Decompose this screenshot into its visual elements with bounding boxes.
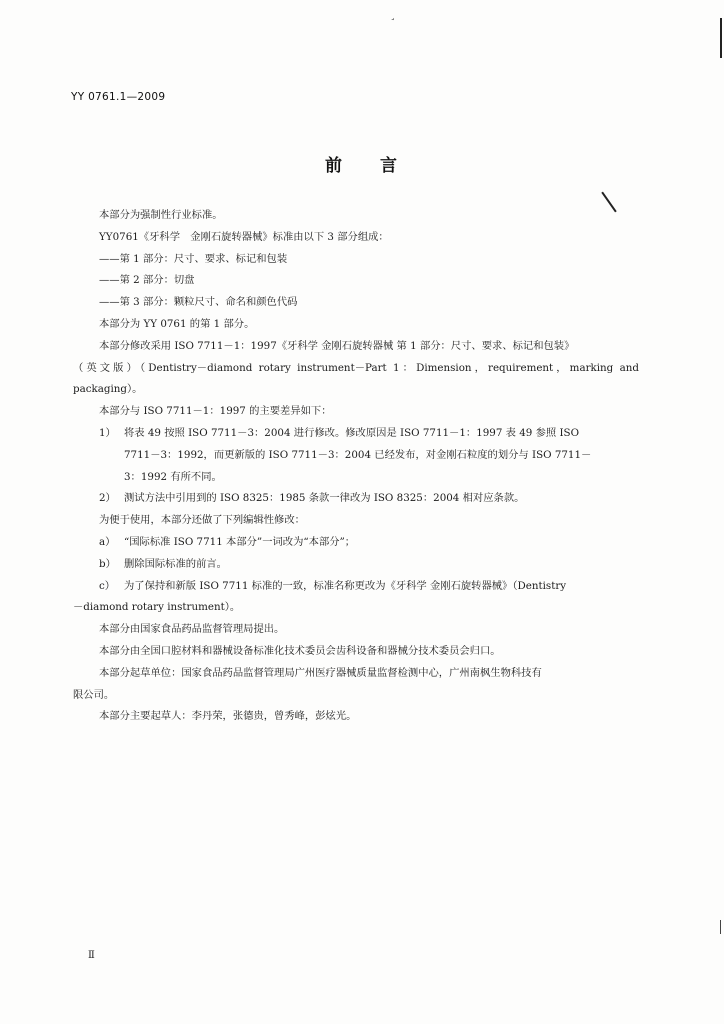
paragraph: 本部分由全国口腔材料和器械设备标准化技术委员会齿科设备和器械分技术委员会归口。 [99,644,501,657]
item-text: 删除国际标准的前言。 [124,557,227,570]
paragraph: 为便于使用，本部分还做了下列编辑性修改： [99,514,305,527]
part-list-item: ——第 2 部分：切盘 [99,274,195,287]
paragraph: 本部分为强制性行业标准。 [99,209,223,221]
title-char: 前 [325,156,344,176]
foreword-body [73,205,639,728]
item-text: “国际标准 ISO 7711 本部分”一词改为“本部分”； [124,535,356,548]
paragraph: 本部分主要起草人：李丹荣，张德贵，曾秀峰，彭炫光。 [99,710,357,723]
page-number: Ⅱ [88,950,95,961]
item-text-continued: 7711－3：1992，而更新版的 ISO 7711－3：2004 已经发布，对金刚石粒度的划分与 ISO 7711－ [124,448,592,461]
page-title [0,151,724,176]
item-text: 将表 49 按照 ISO 7711－3：2004 进行修改。修改原因是 ISO 7711－1：1997 表 49 参照 ISO [124,426,580,439]
item-text: 为了保持和新版 ISO 7711 标准的一致，标准名称更改为《牙科学 金刚石旋转器械》（Dentistry [124,579,567,592]
paragraph: 本部分由国家食品药品监督管理局提出。 [99,623,285,636]
title-char: 言 [380,156,399,176]
paragraph-line: packaging）。 [73,383,143,396]
item-number: 2） [99,492,116,505]
item-text: 测试方法中引用到的 ISO 8325：1985 条款一律改为 ISO 8325：2004 相对应条款。 [124,492,525,505]
item-text-continued: 3：1992 有所不同。 [124,470,222,483]
scan-speck: ˇ [390,17,400,29]
paragraph-line: 本部分修改采用 ISO 7711－1：1997《牙科学 金刚石旋转器械 第 1 部分：尺寸、要求、标记和包装》 [99,339,575,352]
difference-item [73,423,639,445]
editorial-item [73,576,639,598]
paragraph-line: 限公司。 [73,688,115,701]
paragraph-line: （英文版）（Dentistry－diamond rotary instrument－Part 1：Dimension，requirement，marking and [73,361,639,374]
editorial-item [73,532,639,554]
paragraph: YY0761《牙科学 金刚石旋转器械》标准由以下 3 部分组成： [99,230,389,243]
item-number: 1） [99,426,116,439]
scan-edge-mark [720,18,722,58]
paragraph: 本部分与 ISO 7711－1：1997 的主要差异如下： [99,405,332,418]
standard-identifier: YY 0761.1—2009 [71,91,166,103]
editorial-item [73,554,639,576]
paragraph: 本部分为 YY 0761 的第 1 部分。 [99,317,255,330]
part-list-item: ——第 3 部分：颗粒尺寸、命名和颜色代码 [99,296,298,309]
item-text-continued: －diamond rotary instrument）。 [73,601,241,614]
item-letter: c） [99,579,116,592]
item-letter: a） [99,535,116,548]
part-list-item: ——第 1 部分：尺寸、要求、标记和包装 [99,252,288,265]
difference-item [73,488,639,510]
scan-edge-mark [720,920,721,934]
paragraph-line: 本部分起草单位：国家食品药品监督管理局广州医疗器械质量监督检测中心，广州南枫生物科技有 [99,666,542,679]
item-letter: b） [99,557,116,570]
